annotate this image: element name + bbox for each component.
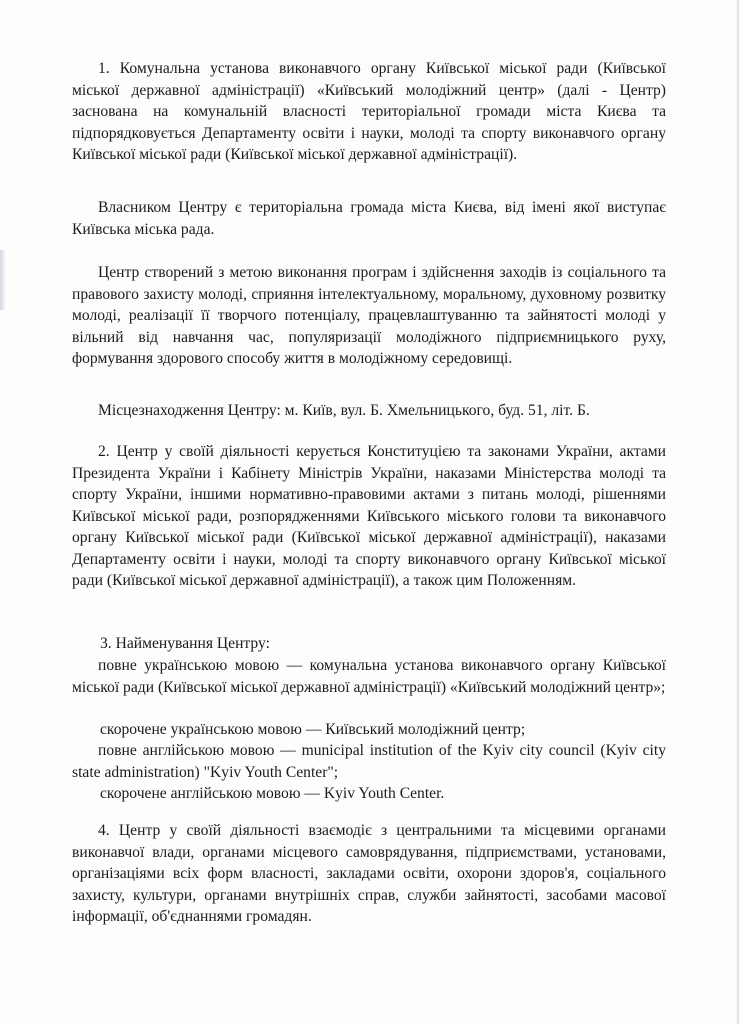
name-short-english: скорочене англійською мовою — Kyiv Youth Center. (100, 785, 445, 802)
section-3-heading: 3. Найменування Центру: (100, 635, 270, 652)
paragraph-location: Місцезнаходження Центру: м. Київ, вул. Б. Хмельницького, буд. 51, літ. Б. (98, 402, 590, 419)
name-full-ukrainian: повне українською мовою — комунальна установа виконавчого органу Київської міської ради (Київської міської державної адміністрації) «Київський молодіжний центр»; (72, 657, 666, 696)
paragraph-purpose: Центр створений з метою виконання програм і здійснення заходів із соціального та правового захисту молоді, сприяння інтелектуальному, моральному, духовному розвитку молоді, реалізації її творчого потенціалу, працевлаштуванню та зайнятості молоді у вільний від навчання час, популяризації молодіжного підприємницького руху, формування здорового способу життя в молодіжному середовищі. (72, 264, 666, 367)
name-short-ukrainian: скорочене українською мовою — Київський молодіжний центр; (100, 721, 526, 738)
paragraph-4: 4. Центр у своїй діяльності взаємодіє з центральними та місцевими органами виконавчої влади, органами місцевого самоврядування, підприємствами, установами, організаціями всіх форм власності, закладами освіти, охорони здоров'я, соціального захисту, культури, органами внутрішніх справ, служби зайнятості, засобами масової інформації, об'єднаннями громадян. (72, 822, 666, 925)
paragraph-owner: Власником Центру є територіальна громада міста Києва, від імені якої виступає Київська міська рада. (72, 199, 666, 238)
paragraph-2: 2. Центр у своїй діяльності керується Конституцією та законами України, актами Президента України і Кабінету Міністрів України, наказами Міністерства молоді та спорту України, іншими нормативно-правовими актами з питань молоді, рішеннями Київської міської ради, розпорядженнями Київського міського голови та виконавчого органу Київської міської ради (Київської міської державної адміністрації), наказами Департаменту освіти і науки, молоді та спорту виконавчого органу Київської міської ради (Київської міської державної адміністрації), а також цим Положенням. (72, 443, 666, 589)
name-full-english: повне англійською мовою — municipal institution of the Kyiv city council (Kyiv city state administration) "Kyiv Youth Center"; (72, 742, 666, 781)
paragraph-1: 1. Комунальна установа виконавчого органу Київської міської ради (Київської міської державної адміністрації) «Київський молодіжний центр» (далі - Центр) заснована на комунальній власності територіальної громади міста Києва та підпорядковується Департаменту освіти і науки, молоді та спорту виконавчого органу Київської міської ради (Київської міської державної адміністрації). (72, 60, 666, 163)
scan-edge-shadow (0, 250, 6, 310)
